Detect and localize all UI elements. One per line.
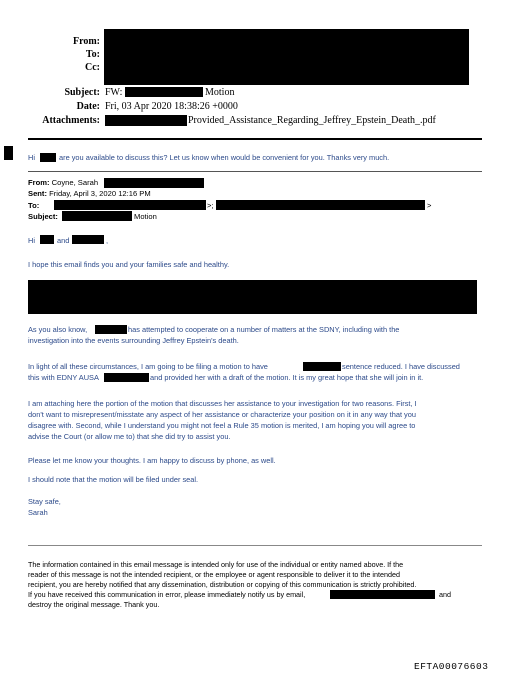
redacted-ausa-name xyxy=(104,373,149,382)
from-label: From: xyxy=(72,36,100,47)
p2-start: As you also know, xyxy=(28,325,88,334)
p4-line2: don't want to misrepresent/misstate any aspect of her assistance or characterize your position on it in any way that you xyxy=(28,410,416,419)
margin-redaction xyxy=(4,146,13,160)
date-value: Fri, 03 Apr 2020 18:38:26 +0000 xyxy=(105,101,238,112)
footer-line-4-end: and xyxy=(439,590,451,599)
fwd-sent-label: Sent: xyxy=(28,189,47,198)
fwd-to-row xyxy=(28,201,39,211)
footer-line-2: reader of this message is not the intended recipient, or the employee or agent responsible to deliver it to the intended xyxy=(28,570,400,579)
redacted-fwd-to-2 xyxy=(216,200,425,210)
reply-text: are you available to discuss this? Let us know when would be convenient for you. Thanks very much. xyxy=(59,153,390,162)
bates-number: EFTA00076603 xyxy=(414,661,489,672)
redacted-greeting-name-2 xyxy=(72,235,104,244)
to-label: To: xyxy=(85,49,100,60)
footer-divider xyxy=(28,545,482,546)
p4-line4: advise the Court (or allow me to) that she did try to assist you. xyxy=(28,432,231,441)
p4-line3: disagree with. Second, while I understand you might not feel a Rule 35 motion is merited, I am hoping you will agree to xyxy=(28,421,416,430)
redacted-p2-name xyxy=(95,325,127,334)
fwd-subject-label: Subject: xyxy=(28,212,58,221)
footer-line-5: destroy the original message. Thank you. xyxy=(28,600,160,609)
p3-line2-rest: and provided her with a draft of the motion. It is my great hope that she will join in it. xyxy=(150,373,424,382)
p3-start: In light of all these circumstances, I am going to be filing a motion to have xyxy=(28,362,268,371)
footer-line-1: The information contained in this email message is intended only for use of the individual or entity named above. If the xyxy=(28,560,404,569)
fwd-from-label: From: xyxy=(28,178,50,187)
paragraph-6: I should note that the motion will be filed under seal. xyxy=(28,475,199,484)
greeting-end: , xyxy=(106,236,109,245)
fwd-from-row xyxy=(28,178,98,188)
subject-label: Subject: xyxy=(64,87,100,98)
redacted-greeting-name-1 xyxy=(40,235,54,244)
fwd-to-label: To: xyxy=(28,201,40,210)
fwd-sent-value: Friday, April 3, 2020 12:16 PM xyxy=(49,189,151,198)
redacted-reply-name xyxy=(40,153,56,162)
reply-greeting: Hi xyxy=(28,153,35,162)
header-divider xyxy=(28,138,482,140)
fwd-subject-row xyxy=(28,212,58,222)
subject-suffix: Motion xyxy=(205,87,235,98)
date-label: Date: xyxy=(76,101,100,112)
signoff: Stay safe, xyxy=(28,497,61,506)
cc-label: Cc: xyxy=(85,62,100,73)
greeting-hi: Hi xyxy=(28,236,35,245)
p2-rest: has attempted to cooperate on a number of matters at the SDNY, including with the xyxy=(128,325,400,334)
redacted-attachment-prefix xyxy=(105,115,187,126)
redacted-fwd-to-1 xyxy=(54,200,206,210)
fwd-to-sep: >; xyxy=(207,201,214,210)
redacted-paragraph-block xyxy=(28,280,477,314)
fwd-from-value: Coyne, Sarah xyxy=(51,178,99,187)
redacted-fwd-from xyxy=(104,178,204,188)
fwd-to-end: > xyxy=(427,201,432,210)
p3-mid: sentence reduced. I have discussed xyxy=(342,362,460,371)
fwd-sent-row xyxy=(28,189,151,199)
greeting-and: and xyxy=(57,236,70,245)
signature: Sarah xyxy=(28,508,48,517)
redacted-p3-name xyxy=(303,362,341,371)
redacted-fwd-subject xyxy=(62,211,132,221)
redacted-recipients xyxy=(104,29,469,85)
footer-line-3: recipient, you are hereby notified that any dissemination, distribution or copying of this communication is strictly prohibited. xyxy=(28,580,417,589)
reply-divider xyxy=(28,171,482,172)
fwd-subject-value: Motion xyxy=(134,212,157,221)
p3-line2-start: this with EDNY AUSA xyxy=(28,373,99,382)
paragraph-1: I hope this email finds you and your families safe and healthy. xyxy=(28,260,230,269)
paragraph-5: Please let me know your thoughts. I am happy to discuss by phone, as well. xyxy=(28,456,276,465)
footer-line-4: If you have received this communication in error, please immediately notify us by email, xyxy=(28,590,306,599)
subject-prefix: FW: xyxy=(105,87,123,98)
attachment-name[interactable]: Provided_Assistance_Regarding_Jeffrey_Epstein_Death_.pdf xyxy=(188,115,436,126)
p2-line2: investigation into the events surrounding Jeffrey Epstein's death. xyxy=(28,336,239,345)
redacted-footer-email xyxy=(330,590,435,599)
redacted-subject xyxy=(125,87,203,97)
attachments-label: Attachments: xyxy=(42,115,100,126)
p4-line1: I am attaching here the portion of the motion that discusses her assistance to your investigation for two reasons. First, I xyxy=(28,399,417,408)
